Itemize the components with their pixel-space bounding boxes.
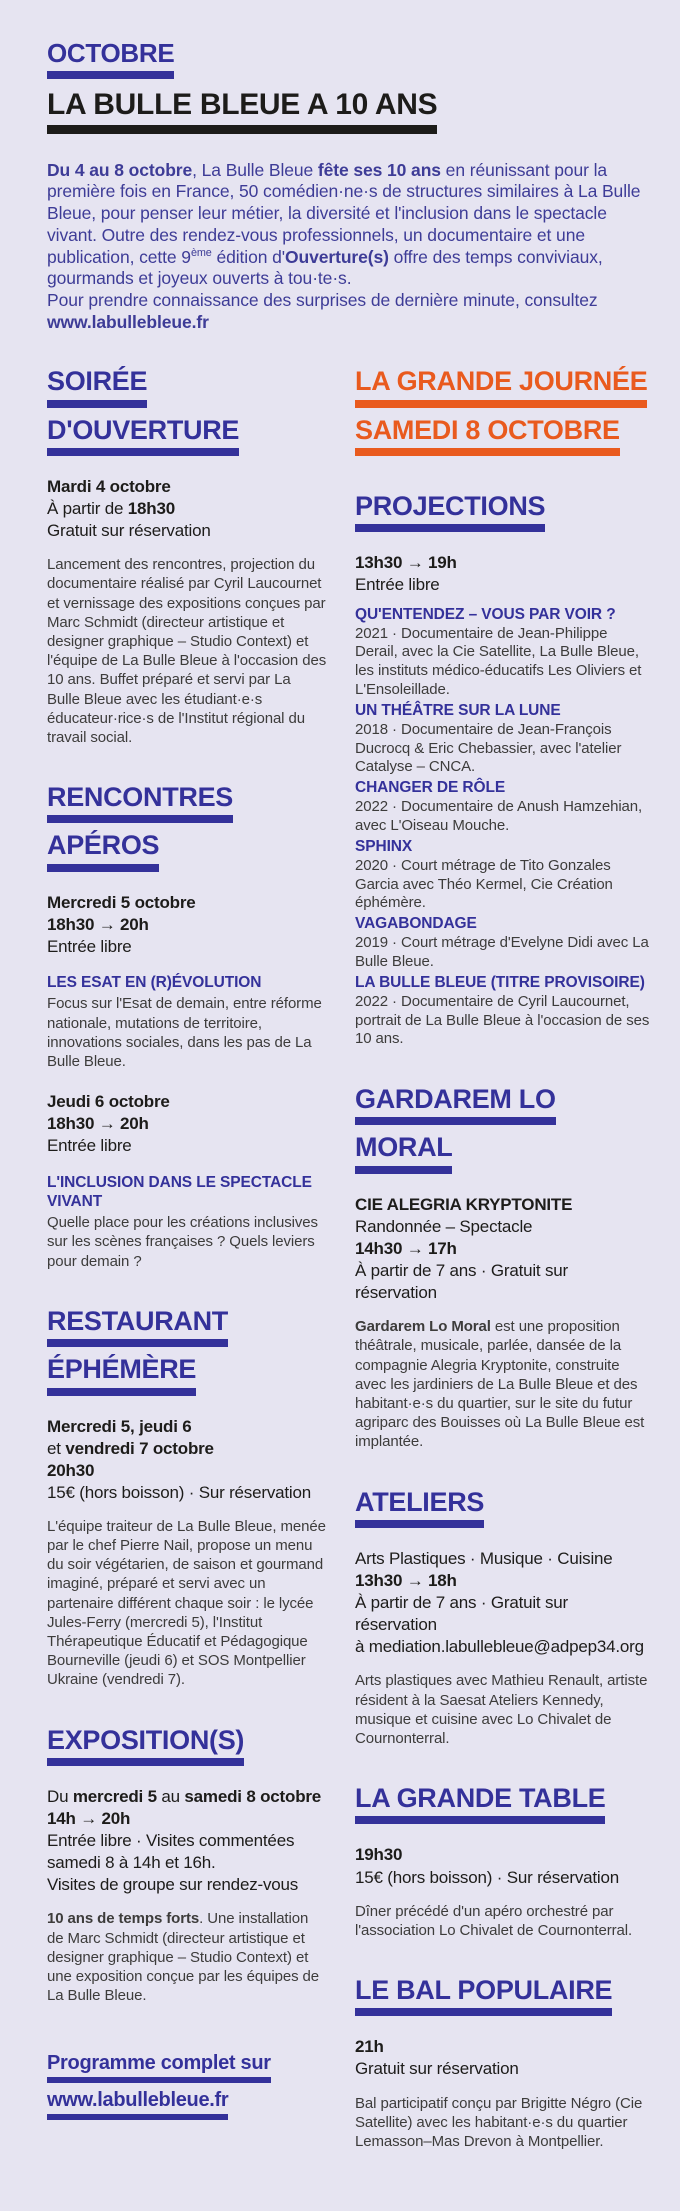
film-description: 2022 · Documentaire de Cyril Laucournet, portrait de La Bulle Bleue à l'occasion de ses 10 ans.	[355, 992, 650, 1048]
event-schedule-line	[47, 1135, 327, 1157]
text-run: 14h30 → 17h	[355, 1238, 457, 1258]
text-run: 18h30 → 20h	[47, 914, 149, 934]
event-schedule	[355, 552, 650, 596]
section-title-restaurant-ephemere	[47, 1307, 327, 1396]
text-run: au	[156, 1786, 185, 1806]
text-run: mercredi 5	[72, 1786, 157, 1806]
event-schedule-line	[355, 1194, 650, 1216]
text-run: samedi 8 octobre	[184, 1786, 322, 1806]
section-title-line: LA GRANDE JOURNÉE	[355, 367, 647, 407]
page-title: LA BULLE BLEUE A 10 ANS	[47, 89, 437, 134]
event-schedule-line	[47, 1830, 327, 1852]
section-title-line: PROJECTIONS	[355, 492, 545, 532]
text-run: Jeudi 6 octobre	[47, 1092, 170, 1112]
section-title-row	[47, 1355, 327, 1395]
text-run: est une proposition théâtrale, musicale, parlée, dansée de la compagnie Alegria Kryptonite, construite avec les jardiniers de La Bulle Bleue et des habitant·e·s du quartier, sur le site du futur agriparc des Bouisses où La Bulle Bleue est implantée.	[355, 1318, 645, 1451]
section-title-gardarem-lo-moral	[355, 1085, 650, 1174]
event-schedule-line	[47, 520, 327, 542]
event-description	[355, 1671, 650, 1748]
link-line: Programme complet sur	[47, 2053, 271, 2083]
text-run: Lancement des rencontres, projection du documentaire réalisé par Cyril Laucournet et vernissage des expositions conçues par Marc Schmidt (directeur artistique et designer graphique – Studio Context) et l'équipe de La Bulle Bleue à l'occasion des 10 ans. Buffet préparé et servi par La Bulle Bleue avec les étudiant·e·s éducateur·rice·s de l'Institut régional du travail social.	[47, 556, 327, 746]
event-schedule-line	[47, 1416, 327, 1438]
text-run: Entrée libre	[355, 575, 440, 595]
event-schedule-line	[355, 2058, 650, 2080]
text-run: 21h	[355, 2037, 384, 2057]
text-run: en réunissant pour la première fois en France, 50 comédien·ne·s de structures similaires à La Bulle Bleue, pour penser leur métier, la diversité et l'inclusion dans le spectacle vivant. Outre des rendez-vous professionnels, un documentaire et une publication, cette 9	[47, 159, 641, 267]
link-row	[47, 2090, 327, 2120]
text-run: Du 4 au 8 octobre	[47, 159, 193, 180]
text-run: Dîner précédé d'un apéro orchestré par l'association Lo Chivalet de Cournonterral.	[355, 1902, 633, 1939]
text-run: 13h30 → 19h	[355, 553, 457, 573]
event-schedule-line	[47, 1874, 327, 1896]
text-run: CIE ALEGRIA KRYPTONITE	[355, 1194, 573, 1214]
section-title-line: MORAL	[355, 1133, 452, 1173]
event-title: LES ESAT EN (R)ÉVOLUTION	[47, 974, 262, 992]
section-title-le-bal-populaire	[355, 1976, 650, 2016]
film-title: VAGABONDAGE	[355, 915, 477, 933]
section-title-line: EXPOSITION(S)	[47, 1726, 244, 1766]
section-title-line: GARDAREM LO	[355, 1085, 556, 1125]
event-schedule-line	[355, 1867, 650, 1889]
event-description	[47, 555, 327, 747]
section-title-row	[47, 1726, 327, 1766]
text-run: et	[47, 1438, 66, 1458]
event-schedule	[47, 892, 327, 958]
event-schedule	[355, 1194, 650, 1304]
event-description	[355, 1317, 650, 1451]
film-description: 2019 · Court métrage d'Evelyne Didi avec La Bulle Bleue.	[355, 934, 649, 970]
text-run: Mercredi 5 octobre	[47, 892, 196, 912]
event-schedule-line	[355, 1260, 650, 1304]
text-run: vendredi 7 octobre	[65, 1438, 214, 1458]
event-schedule-line	[47, 892, 327, 914]
event-schedule-line	[47, 1808, 327, 1830]
section-title-row	[355, 1085, 650, 1125]
event-schedule-line	[47, 1438, 327, 1460]
event-description	[47, 994, 327, 1071]
page-header	[47, 40, 650, 333]
text-run: Mercredi 5, jeudi 6	[47, 1416, 192, 1436]
section-title-line: D'OUVERTURE	[47, 416, 239, 456]
event-schedule-line	[355, 1216, 650, 1238]
event-schedule-line	[355, 1570, 650, 1592]
text-run: Randonnée – Spectacle	[355, 1216, 533, 1236]
event-schedule-line	[355, 574, 650, 596]
text-run: offre des temps conviviaux, gourmands et joyeux ouverts à tou·te·s.	[47, 246, 603, 289]
section-title-row	[355, 1488, 650, 1528]
event-title: L'INCLUSION DANS LE SPECTACLE VIVANT	[47, 1173, 312, 1210]
text-run: à mediation.labullebleue@adpep34.org	[355, 1637, 644, 1657]
text-run: 15€ (hors boisson) · Sur réservation	[355, 1867, 619, 1887]
section-title-line: RESTAURANT	[47, 1307, 228, 1347]
event-schedule-line	[355, 2036, 650, 2058]
text-run: À partir de 7 ans · Gratuit sur réservation	[355, 1593, 568, 1635]
text-run: 10 ans de temps forts	[47, 1910, 200, 1928]
event-description	[355, 1902, 650, 1940]
text-run: ème	[190, 246, 212, 259]
text-run: Entrée libre	[47, 937, 132, 957]
text-run: fête ses 10 ans	[317, 159, 441, 180]
text-run: 19h30	[355, 1845, 403, 1865]
text-run: Entrée libre	[47, 1136, 132, 1156]
text-run: Gratuit sur réservation	[47, 521, 211, 541]
text-run: samedi 8 à 14h et 16h.	[47, 1853, 216, 1873]
text-run: Bal participatif conçu par Brigitte Négro (Cie Satellite) avec les habitant·e·s du quartier Lemasson–Mas Drevon à Montpellier.	[355, 2094, 643, 2150]
event-schedule	[355, 1548, 650, 1658]
title-row	[47, 89, 650, 134]
text-run: Gardarem Lo Moral	[355, 1318, 491, 1336]
film-title: CHANGER DE RÔLE	[355, 779, 506, 797]
text-run: Quelle place pour les créations inclusives sur les scènes françaises ? Quels leviers pour demain ?	[47, 1214, 318, 1270]
section-title-line: ATELIERS	[355, 1488, 484, 1528]
event-description	[47, 1517, 327, 1690]
section-title-row	[47, 831, 327, 871]
programme-complet-link[interactable]	[47, 2053, 327, 2120]
film-title: SPHINX	[355, 837, 413, 855]
event-schedule-line	[47, 498, 327, 520]
event-schedule	[47, 476, 327, 542]
text-run: édition d'	[211, 246, 286, 267]
text-run: . Une installation de Marc Schmidt (directeur artistique et designer graphique – Studio Context) et une exposition conçue par les équipes de La Bulle Bleue.	[47, 1910, 320, 2005]
month-title: OCTOBRE	[47, 40, 174, 79]
section-title-ateliers	[355, 1488, 650, 1528]
event-schedule-line	[47, 914, 327, 936]
month-row	[47, 40, 650, 79]
event-schedule-line	[47, 1852, 327, 1874]
section-title-row	[47, 783, 327, 823]
text-run: Arts plastiques avec Mathieu Renault, artiste résident à la Saesat Ateliers Kennedy, musique et cuisine avec Lo Chivalet de Cournonterral.	[355, 1672, 648, 1747]
program-columns	[47, 367, 650, 2151]
section-title-row	[355, 492, 650, 532]
event-schedule-line	[47, 1091, 327, 1113]
text-run: www.labullebleue.fr	[47, 311, 209, 332]
event-schedule-line	[355, 1636, 650, 1658]
section-title-row	[355, 1784, 650, 1824]
text-run: Du	[47, 1786, 73, 1806]
section-title-row	[355, 1976, 650, 2016]
text-run: Entrée libre · Visites commentées	[47, 1831, 295, 1851]
intro-paragraph	[47, 160, 650, 290]
right-column	[355, 367, 650, 2151]
event-schedule-line	[355, 1548, 650, 1570]
section-title-row	[47, 367, 327, 407]
section-title-rencontres-aperos	[47, 783, 327, 872]
text-run: 18h30 → 20h	[47, 1114, 149, 1134]
section-title-la-grande-journee	[355, 367, 650, 456]
event-schedule-line	[355, 1844, 650, 1866]
text-run: 18h30	[127, 499, 175, 519]
event-description	[47, 1909, 327, 2005]
section-title-line: SAMEDI 8 OCTOBRE	[355, 416, 620, 456]
event-schedule	[47, 1786, 327, 1896]
link-row	[47, 2053, 327, 2083]
event-schedule-line	[47, 1460, 327, 1482]
section-title-row	[355, 416, 650, 456]
section-title-line: LE BAL POPULAIRE	[355, 1976, 612, 2016]
section-title-line: APÉROS	[47, 831, 159, 871]
section-title-projections	[355, 492, 650, 532]
text-run: Focus sur l'Esat de demain, entre réforme nationale, mutations de territoire, innovations sociales, dans les pas de La Bulle Bleue.	[47, 995, 322, 1071]
film-description: 2020 · Court métrage de Tito Gonzales Garcia avec Théo Kermel, Cie Création éphémère.	[355, 856, 613, 912]
event-schedule-line	[47, 476, 327, 498]
section-title-row	[355, 367, 650, 407]
text-run: 15€ (hors boisson) · Sur réservation	[47, 1482, 311, 1502]
event-schedule	[47, 1091, 327, 1157]
text-run: Visites de groupe sur rendez-vous	[47, 1875, 299, 1895]
section-title-line: LA GRANDE TABLE	[355, 1784, 605, 1824]
section-title-expositions	[47, 1726, 327, 1766]
section-title-soiree-douverture	[47, 367, 327, 456]
text-run: , La Bulle Bleue	[192, 159, 318, 180]
event-schedule-line	[355, 1592, 650, 1636]
film-description: 2021 · Documentaire de Jean-Philippe Derail, avec la Cie Satellite, La Bulle Bleue, les instituts médico-éducatifs Les Oliviers et L'Ensoleillade.	[355, 624, 642, 698]
event-schedule	[355, 2036, 650, 2080]
text-run: À partir de	[47, 499, 128, 519]
section-title-row	[47, 416, 327, 456]
section-title-line: ÉPHÉMÈRE	[47, 1355, 196, 1395]
section-title-la-grande-table	[355, 1784, 650, 1824]
link-line: www.labullebleue.fr	[47, 2090, 228, 2120]
film-title: UN THÉÂTRE SUR LA LUNE	[355, 701, 561, 719]
text-run: Mardi 4 octobre	[47, 476, 171, 496]
event-schedule-line	[47, 1482, 327, 1504]
film-list	[355, 605, 650, 1050]
film-title: LA BULLE BLEUE (TITRE PROVISOIRE)	[355, 973, 645, 991]
event-schedule-line	[355, 1238, 650, 1260]
left-column	[47, 367, 327, 2151]
intro-paragraph-2	[47, 290, 650, 333]
text-run: L'équipe traiteur de La Bulle Bleue, menée par le chef Pierre Nail, propose un menu du soir végétarien, de saison et gourmand imaginé, préparé et servi avec un partenaire différent chaque soir : le lycée Jules-Ferry (mercredi 5), l'Institut Thérapeutique Éducatif et Pédagogique Bourneville (jeudi 6) et SOS Montpellier Ukraine (vendredi 7).	[47, 1517, 326, 1689]
event-schedule	[47, 1416, 327, 1504]
event-schedule-line	[47, 1113, 327, 1135]
event-schedule-line	[47, 936, 327, 958]
film-title: QU'ENTENDEZ – VOUS PAR VOIR ?	[355, 605, 616, 623]
text-run: 13h30 → 18h	[355, 1571, 457, 1591]
section-title-row	[355, 1133, 650, 1173]
section-title-line: SOIRÉE	[47, 367, 147, 407]
text-run: 20h30	[47, 1460, 95, 1480]
section-title-row	[47, 1307, 327, 1347]
section-title-line: RENCONTRES	[47, 783, 233, 823]
event-schedule	[355, 1844, 650, 1888]
film-description: 2018 · Documentaire de Jean-François Ducrocq & Eric Chebassier, avec l'atelier Catalyse – CNCA.	[355, 720, 622, 776]
text-run: 14h → 20h	[47, 1809, 131, 1829]
event-schedule-line	[355, 552, 650, 574]
event-description	[47, 1213, 327, 1271]
text-run: À partir de 7 ans · Gratuit sur réservation	[355, 1261, 568, 1303]
text-run: Ouverture(s)	[285, 246, 389, 267]
text-run: Arts Plastiques · Musique · Cuisine	[355, 1548, 613, 1568]
text-run: Gratuit sur réservation	[355, 2059, 519, 2079]
event-description	[355, 2094, 650, 2152]
film-description: 2022 · Documentaire de Anush Hamzehian, avec L'Oiseau Mouche.	[355, 798, 643, 834]
event-schedule-line	[47, 1786, 327, 1808]
text-run: Pour prendre connaissance des surprises de dernière minute, consultez	[47, 289, 598, 310]
